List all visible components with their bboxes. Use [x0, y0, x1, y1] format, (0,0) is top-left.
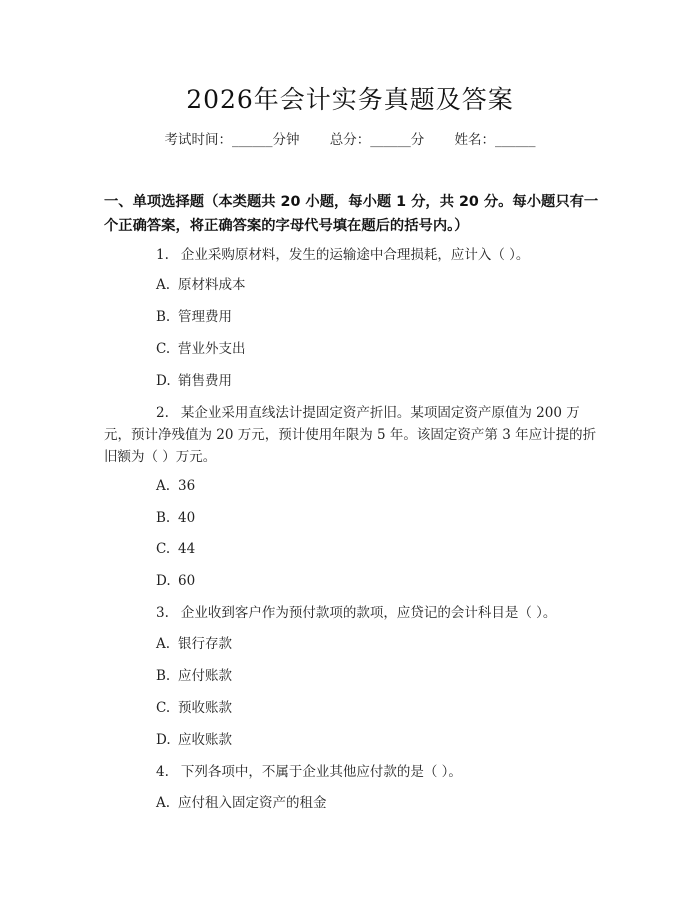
section-heading: 一、单项选择题（本类题共 20 小题，每小题 1 分，共 20 分。每小题只有一个正确答案，将正确答案的字母代号填在题后的括号内。） [104, 194, 599, 234]
option-text: 销售费用 [178, 373, 232, 389]
option-letter: B. [156, 510, 171, 526]
option-text: 44 [178, 541, 196, 557]
option-text: 管理费用 [178, 309, 232, 325]
exam-meta [0, 130, 700, 150]
option-text: 应付租入固定资产的租金 [178, 795, 327, 811]
page-title: 2026年会计实务真题及答案 [186, 85, 514, 114]
option-4a [156, 793, 327, 813]
option-2c [156, 539, 195, 559]
option-letter: D. [156, 573, 171, 589]
option-letter: C. [156, 341, 171, 357]
option-3c [156, 698, 232, 718]
question-3 [104, 602, 600, 624]
option-text: 营业外支出 [178, 341, 246, 357]
question-text: 某企业采用直线法计提固定资产折旧。某项固定资产原值为 200 万元，预计净残值为 20 万元，预计使用年限为 5 年。该固定资产第 3 年应计提的折旧额为（ ）万元。 [104, 405, 597, 465]
option-2a [156, 476, 195, 496]
option-letter: A. [156, 795, 171, 811]
option-1a [156, 275, 246, 295]
option-text: 原材料成本 [178, 277, 246, 293]
question-number: 1. [156, 247, 169, 263]
question-2 [104, 402, 600, 468]
question-4 [104, 761, 600, 783]
option-letter: A. [156, 636, 171, 652]
option-letter: B. [156, 668, 171, 684]
question-text: 企业采购原材料，发生的运输途中合理损耗，应计入（ ）。 [180, 247, 530, 263]
question-number: 2. [156, 405, 169, 421]
option-letter: D. [156, 732, 171, 748]
exam-time-field: 考试时间：______分钟 [164, 132, 300, 148]
option-letter: C. [156, 700, 171, 716]
option-2b [156, 508, 195, 528]
option-1b [156, 307, 232, 327]
option-letter: A. [156, 277, 171, 293]
option-text: 预收账款 [178, 700, 232, 716]
option-2d [156, 571, 195, 591]
student-name-field: 姓名：______ [454, 132, 536, 148]
option-3a [156, 634, 232, 654]
option-letter: D. [156, 373, 171, 389]
question-number: 3. [156, 605, 169, 621]
question-number: 4. [156, 764, 169, 780]
question-text: 下列各项中，不属于企业其他应付款的是（ ）。 [180, 764, 462, 780]
option-3b [156, 666, 232, 686]
option-letter: A. [156, 478, 171, 494]
question-text: 企业收到客户作为预付款项的款项，应贷记的会计科目是（ ）。 [180, 605, 557, 621]
option-3d [156, 730, 232, 750]
option-1c [156, 339, 246, 359]
option-letter: B. [156, 309, 171, 325]
option-1d [156, 371, 232, 391]
option-text: 36 [178, 478, 196, 494]
option-text: 60 [178, 573, 196, 589]
total-score-field: 总分：______分 [329, 132, 425, 148]
option-text: 银行存款 [178, 636, 232, 652]
option-text: 应付账款 [178, 668, 232, 684]
option-text: 40 [178, 510, 196, 526]
option-text: 应收账款 [178, 732, 232, 748]
question-1 [104, 244, 600, 266]
option-letter: C. [156, 541, 171, 557]
